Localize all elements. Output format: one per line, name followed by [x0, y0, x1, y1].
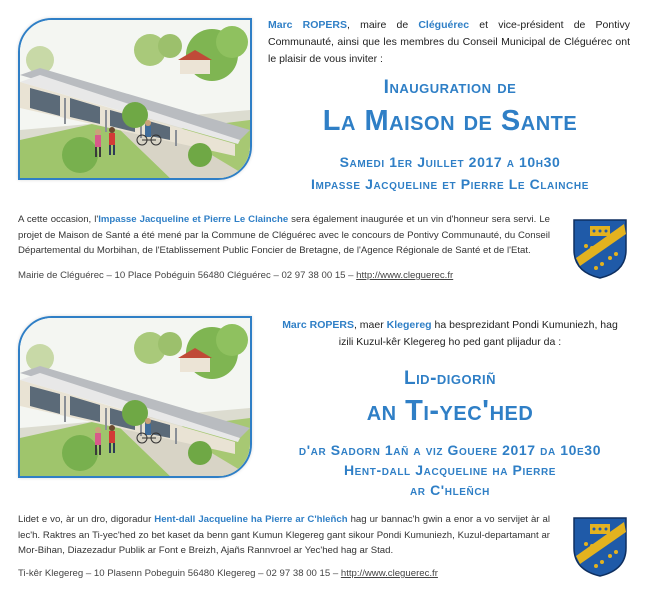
- event-date: Samedi 1er Juillet 2017 a 10h30: [339, 154, 561, 170]
- event-date: d'ar Sadorn 1añ a viz Gouere 2017 da 10e30: [298, 442, 602, 458]
- coat-of-arms-icon: [572, 516, 628, 578]
- event-place-line2: ar C'hleñch: [409, 482, 491, 498]
- town-name: Klegereg: [386, 319, 432, 331]
- intro-paragraph: Marc ROPERS, maer Klegereg ha besprezidant Pondi Kumuniezh, hag izili Kuzul-kêr Klegereg ho ped gant plijadur da :: [282, 319, 618, 348]
- invitation-breton: [0, 300, 650, 589]
- event-title-small: Inauguration de: [383, 77, 517, 98]
- mayor-name: Marc ROPERS: [268, 19, 348, 31]
- intro-paragraph: Marc ROPERS, maire de Cléguérec et vice-président de Pontivy Communauté, ainsi que les membres du Conseil Municipal de Cléguérec ont le plaisir de vous inviter :: [268, 19, 630, 65]
- event-date-place: [250, 440, 650, 500]
- address-line: Ti-kêr Klegereg – 10 Plasenn Pobeguin 56480 Klegereg – 02 97 38 00 15 – http://www.cleguerec.fr: [18, 568, 438, 579]
- address-line: Mairie de Cléguérec – 10 Place Pobéguin 56480 Cléguérec – 02 97 38 00 15 – http://www.cleguerec.fr: [18, 270, 454, 281]
- town-name: Cléguérec: [418, 19, 470, 31]
- event-title-big: an Ti-yec'hed: [366, 395, 534, 427]
- event-place-line1: Hent-dall Jacqueline ha Pierre: [343, 462, 557, 478]
- body-paragraph: Lidet e vo, àr un dro, digoradur Hent-dall Jacqueline ha Pierre ar C'hleñch hag ur bannac'h gwin a enor a vo servijet àr al lec'h. Raktres an Ti-yec'hed zo bet kaset da benn gant Kumun Klegereg gant sikour Pondi Kumuniezh, Kuzul-departamant ar Mor-Bihan, Diazezadur Publik ar Font e Breizh, Ajañs Rannvroel ar Yec'hed hag ar Stad.: [18, 514, 550, 556]
- website-link[interactable]: http://www.cleguerec.fr: [356, 270, 454, 281]
- event-place: Impasse Jacqueline et Pierre Le Clainche: [311, 176, 589, 192]
- coat-of-arms-icon: [572, 218, 628, 280]
- mayor-name: Marc ROPERS: [282, 319, 354, 331]
- body-paragraph: A cette occasion, l'Impasse Jacqueline et Pierre Le Clainche sera également inaugurée et un vin d'honneur sera servi. Le projet de Maison de Santé a été mené par la Commune de Cléguérec avec le concours de Pontivy Communauté, du Conseil Départemental du Morbihan, de l'Etablissement Public Foncier de Bretagne, de l'Agence Régionale de Santé et de l'Etat.: [18, 214, 550, 256]
- website-link[interactable]: http://www.cleguerec.fr: [340, 568, 438, 579]
- building-illustration: [18, 18, 252, 180]
- event-title-small: Lid-digoriñ: [403, 368, 497, 389]
- building-illustration: [18, 316, 252, 478]
- event-title-big: La Maison de Sante: [322, 105, 578, 137]
